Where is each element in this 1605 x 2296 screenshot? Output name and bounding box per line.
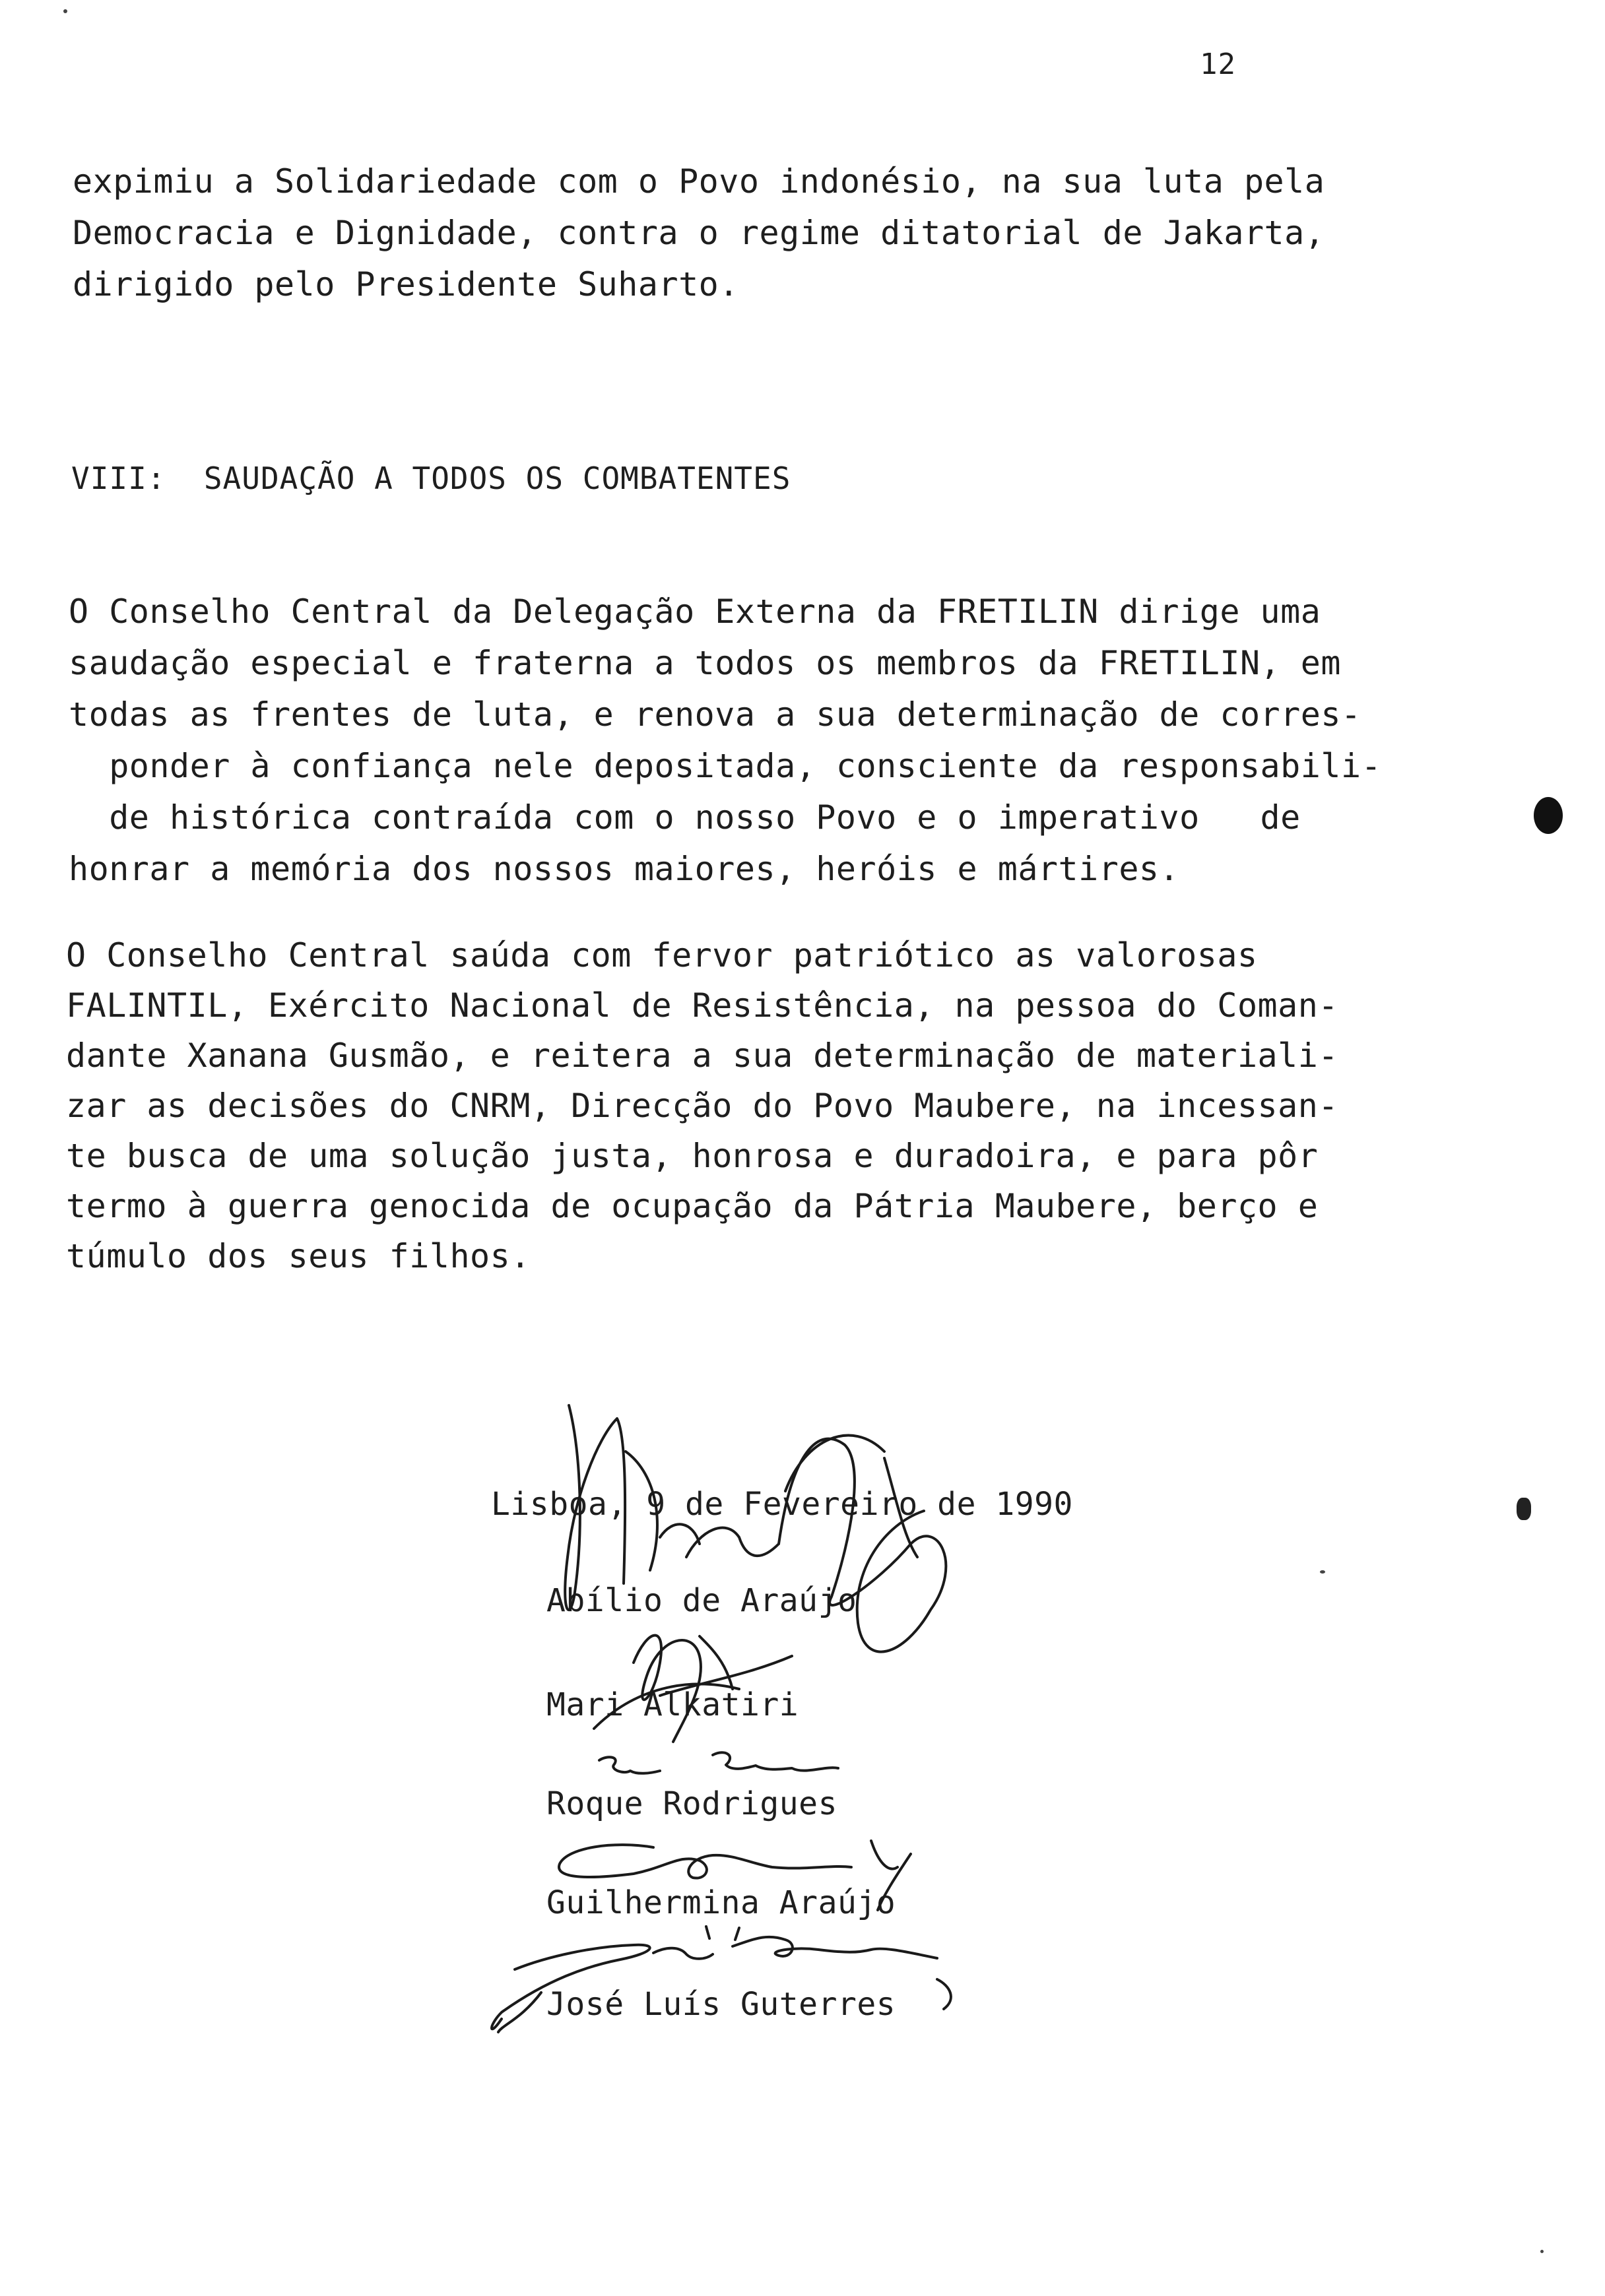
signatory-name: José Luís Guterres: [546, 1986, 896, 2023]
text-line: termo à guerra genocida de ocupação da Pátria Maubere, berço e: [66, 1187, 1319, 1225]
text-line: saudação especial e fraterna a todos os membros da FRETILIN, em: [69, 644, 1341, 682]
text-line: túmulo dos seus filhos.: [66, 1237, 531, 1275]
page-number: 12: [1200, 48, 1236, 81]
section-heading: VIII: SAUDAÇÃO A TODOS OS COMBATENTES: [71, 461, 791, 496]
handwritten-flourish: [785, 1436, 884, 1491]
text-line: dirigido pelo Presidente Suharto.: [73, 265, 739, 303]
place-date: Lisboa, 9 de Fevereiro de 1990: [491, 1486, 1073, 1523]
text-line: dante Xanana Gusmão, e reitera a sua determinação de materiali-: [66, 1036, 1338, 1075]
text-line: te busca de uma solução justa, honrosa e duradoira, e para pôr: [66, 1137, 1319, 1175]
text-line: honrar a memória dos nossos maiores, heróis e mártires.: [69, 850, 1180, 888]
text-line: todas as frentes de luta, e renova a sua determinação de corres-: [69, 695, 1361, 734]
text-line: ponder à confiança nele depositada, consciente da responsabili-: [69, 747, 1382, 785]
paragraph-salutation: [69, 586, 1381, 895]
text-line: zar as decisões do CNRM, Direcção do Povo Maubere, na incessan-: [66, 1087, 1338, 1125]
scan-speck: [63, 9, 67, 13]
scan-speck: [1534, 797, 1563, 834]
text-line: O Conselho Central saúda com fervor patriótico as valorosas: [66, 936, 1258, 974]
text-line: Democracia e Dignidade, contra o regime ditatorial de Jakarta,: [73, 214, 1325, 252]
scan-speck: [1517, 1498, 1531, 1520]
text-line: de histórica contraída com o nosso Povo e o imperativo de: [69, 798, 1301, 837]
signatory-name: Abílio de Araújo: [546, 1582, 857, 1619]
scan-speck: [1320, 1570, 1325, 1574]
signatory-name: Mari Alkatiri: [546, 1686, 799, 1723]
paragraph-falintil: [66, 930, 1338, 1281]
scan-speck: [1540, 2250, 1544, 2253]
text-line: O Conselho Central da Delegação Externa da FRETILIN dirige uma: [69, 592, 1321, 631]
signatory-name: Guilhermina Araújo: [546, 1884, 896, 1921]
text-line: expimiu a Solidariedade com o Povo indonésio, na sua luta pela: [73, 162, 1325, 201]
handwritten-signature: [599, 1752, 838, 1773]
text-line: FALINTIL, Exército Nacional de Resistência, na pessoa do Coman-: [66, 986, 1338, 1025]
signatory-name: Roque Rodrigues: [546, 1785, 837, 1822]
paragraph-solidarity: [73, 156, 1325, 310]
